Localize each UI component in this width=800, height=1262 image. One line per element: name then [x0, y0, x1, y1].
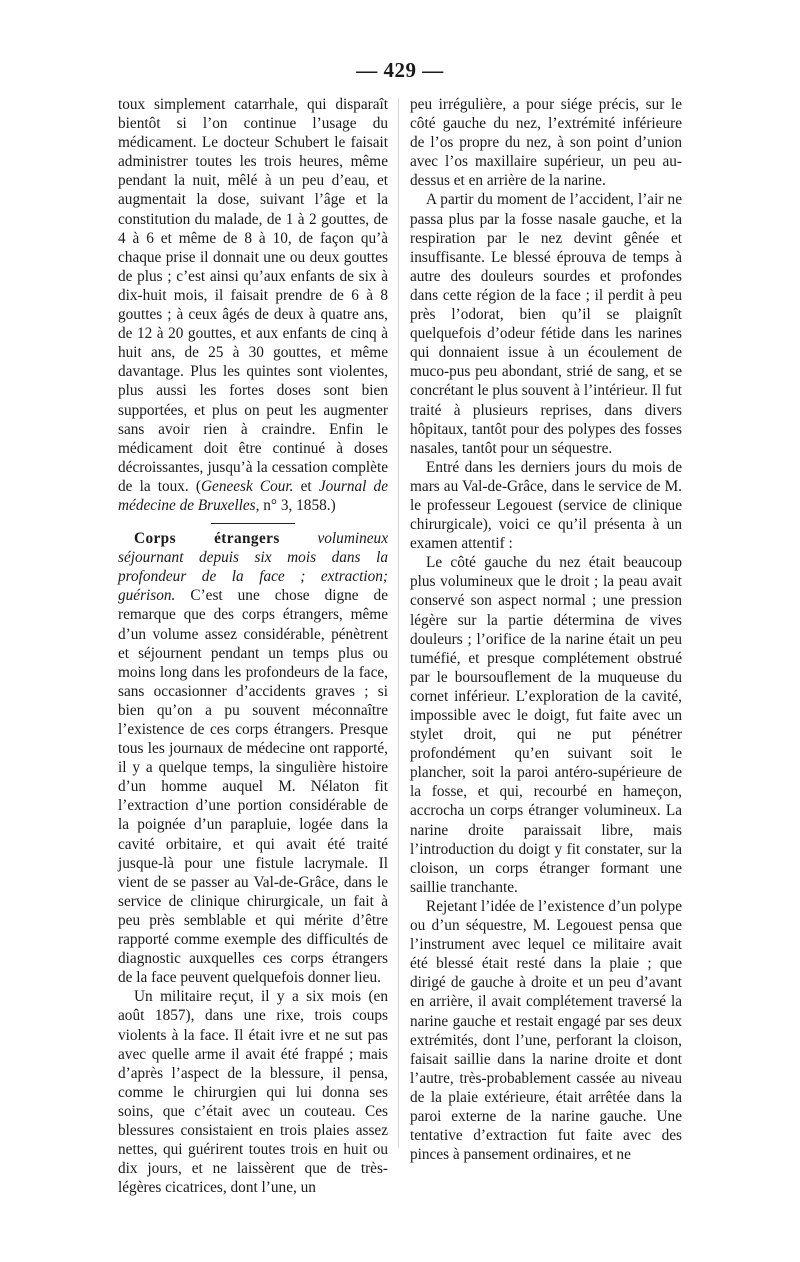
section-subtitle: guérison.	[118, 587, 176, 605]
paragraph-foreign-bodies-intro	[118, 529, 388, 987]
column-divider	[398, 98, 399, 1148]
citation-journal: Geneesk Cour.	[200, 477, 294, 495]
citation-issue: n° 3, 1858.)	[259, 496, 336, 514]
paragraph-symptoms: A partir du moment de l’accident, l’air ne passa plus par la fosse nasale gauche, et la respiration par le nez devint gênée et insuffisante. Le blessé éprouva de temps à autre des douleurs sourdes et profondes dans cette région de la face ; il perdit à peu près l’odorat, bien qu’il se plaignît quelquefois d’odeur fétide dans les narines qui donnaient issue à un écoulement de muco-pus peu abondant, strié de sang, et se concrétant le plus souvent à l’intérieur. Il fut traité à plusieurs reprises, dans divers hôpitaux, tantôt pour des polypes des fosses nasales, tantôt pour un séquestre.	[410, 191, 682, 457]
paragraph-text: toux simplement catarrhale, qui disparaît bientôt si l’on continue l’usage du médicament. Le docteur Schubert le faisait administrer toutes les trois heures, même pendant la nuit, mêlé à un peu d’eau, et augmentait la dose, suivant l’âge et la constitution du malade, de 1 à 2 gouttes, de 4 à 6 et même de 8 à 10, de façon qu’à chaque prise il donnait une ou deux gouttes de plus ; c’est ainsi qu’aux enfants de six à dix-huit mois, il faisait prendre de 6 à 8 gouttes ; à ceux âgés de deux à quatre ans, de 12 à 20 gouttes, et aux enfants de cinq à huit ans, de 25 à 30 gouttes, et même davantage. Plus les quintes sont violentes, plus aussi les fortes doses sont bien supportées, et plus on peut les augmenter sans avoir rien à craindre. Enfin le médicament doit être continué à doses décroissantes, jusqu’à la cessation complète de la toux. (	[118, 96, 388, 495]
paragraph-text: C’est une chose digne de remarque que des corps étrangers, même d’un volume assez considérable, pénètrent et séjournent pendant un temps plus ou moins long dans les profondeurs de la face, sans occasionner d’accidents graves ; si bien qu’on a pu souvent méconnaître l’existence de ces corps étrangers. Presque tous les journaux de médecine ont rapporté, il y a quelque temps, la singulière histoire d’un homme auquel M. Nélaton fit l’extraction d’une portion considérable de la poignée d’un parapluie, logée dans la cavité orbitaire, et qui avait été traité jusque-là pour une fistule lacrymale. Il vient de se passer au Val-de-Grâce, dans le service de clinique chirurgicale, un fait à peu près semblable et qui mérite d’être rapporté comme exemple des difficultés de diagnostic auxquelles ces corps étrangers de la face peuvent quelquefois donner lieu.	[118, 587, 388, 987]
left-column	[118, 95, 388, 1197]
citation-journal: Journal de médecine de Bruxelles,	[118, 477, 388, 514]
paragraph-soldier-case: Un militaire reçut, il y a six mois (en août 1857), dans une rixe, trois coups violents à la face. Il était ivre et ne sut pas avec quelle arme il avait été frappé ; mais d’après l’aspect de la blessure, il pensa, comme le chirurgien qui lui donna ses soins, que c’était avec un couteau. Ces blessures consistaient en trois plaies assez nettes, qui guérirent toutes trois en huit ou dix jours, et ne laissèrent que de très-légères cicatrices, dont l’une, un	[118, 988, 388, 1197]
page-number: — 429 —	[356, 58, 444, 82]
paragraph-admission: Entré dans les derniers jours du mois de mars au Val-de-Grâce, dans le service de M. le professeur Legouest (service de clinique chirurgicale), voici ce qu’il présenta à un examen attentif :	[410, 458, 682, 553]
paragraph-treatment-dosage	[118, 95, 388, 515]
section-title: Corps étrangers	[134, 530, 280, 548]
paragraph-diagnosis: Rejetant l’idée de l’existence d’un polype ou d’un séquestre, M. Legouest pensa que l’instrument avec lequel ce militaire avait été blessé était resté dans la plaie ; que dirigé de gauche à droite et un peu d’avant en arrière, il avait complétement traversé la narine gauche et restait engagé par ses deux extrémités, dont l’une, perforant la cloison, faisait saillie dans la narine droite et dont l’autre, très-probablement cassée au niveau de la plaie extérieure, était arrêtée dans la paroi externe de la narine gauche. Une tentative d’extraction fut faite avec des pinces à pansement ordinaires, et ne	[410, 897, 682, 1164]
citation-connector: et	[293, 477, 319, 495]
paragraph-scar-location: peu irrégulière, a pour siége précis, sur le côté gauche du nez, l’extrémité inférieure de l’os propre du nez, à son point d’union avec l’os maxillaire supérieur, un peu au-dessus et en arrière de la narine.	[410, 96, 682, 190]
section-divider-rule	[211, 523, 295, 524]
section-subtitle: volumineux séjournant depuis six mois dans la profondeur de la face ; extraction;	[118, 530, 388, 586]
right-column	[410, 95, 682, 1164]
paragraph-examination: Le côté gauche du nez était beaucoup plus volumineux que le droit ; la peau avait conservé son aspect normal ; une pression légère sur la partie détermina de vives douleurs ; l’orifice de la narine était un peu tuméfié, et presque complétement obstrué par le boursouflement de la muqueuse du cornet inférieur. L’exploration de la cavité, impossible avec le doigt, fut faite avec un stylet droit, qui ne put pénétrer profondément qu’en suivant soit le plancher, soit la paroi antéro-supérieure de la fosse, et qui, recourbé en hameçon, accrocha un corps étranger volumineux. La narine droite paraissait libre, mais l’introduction du doigt y fit constater, sur la cloison, un corps étranger formant une saillie tranchante.	[410, 554, 682, 896]
